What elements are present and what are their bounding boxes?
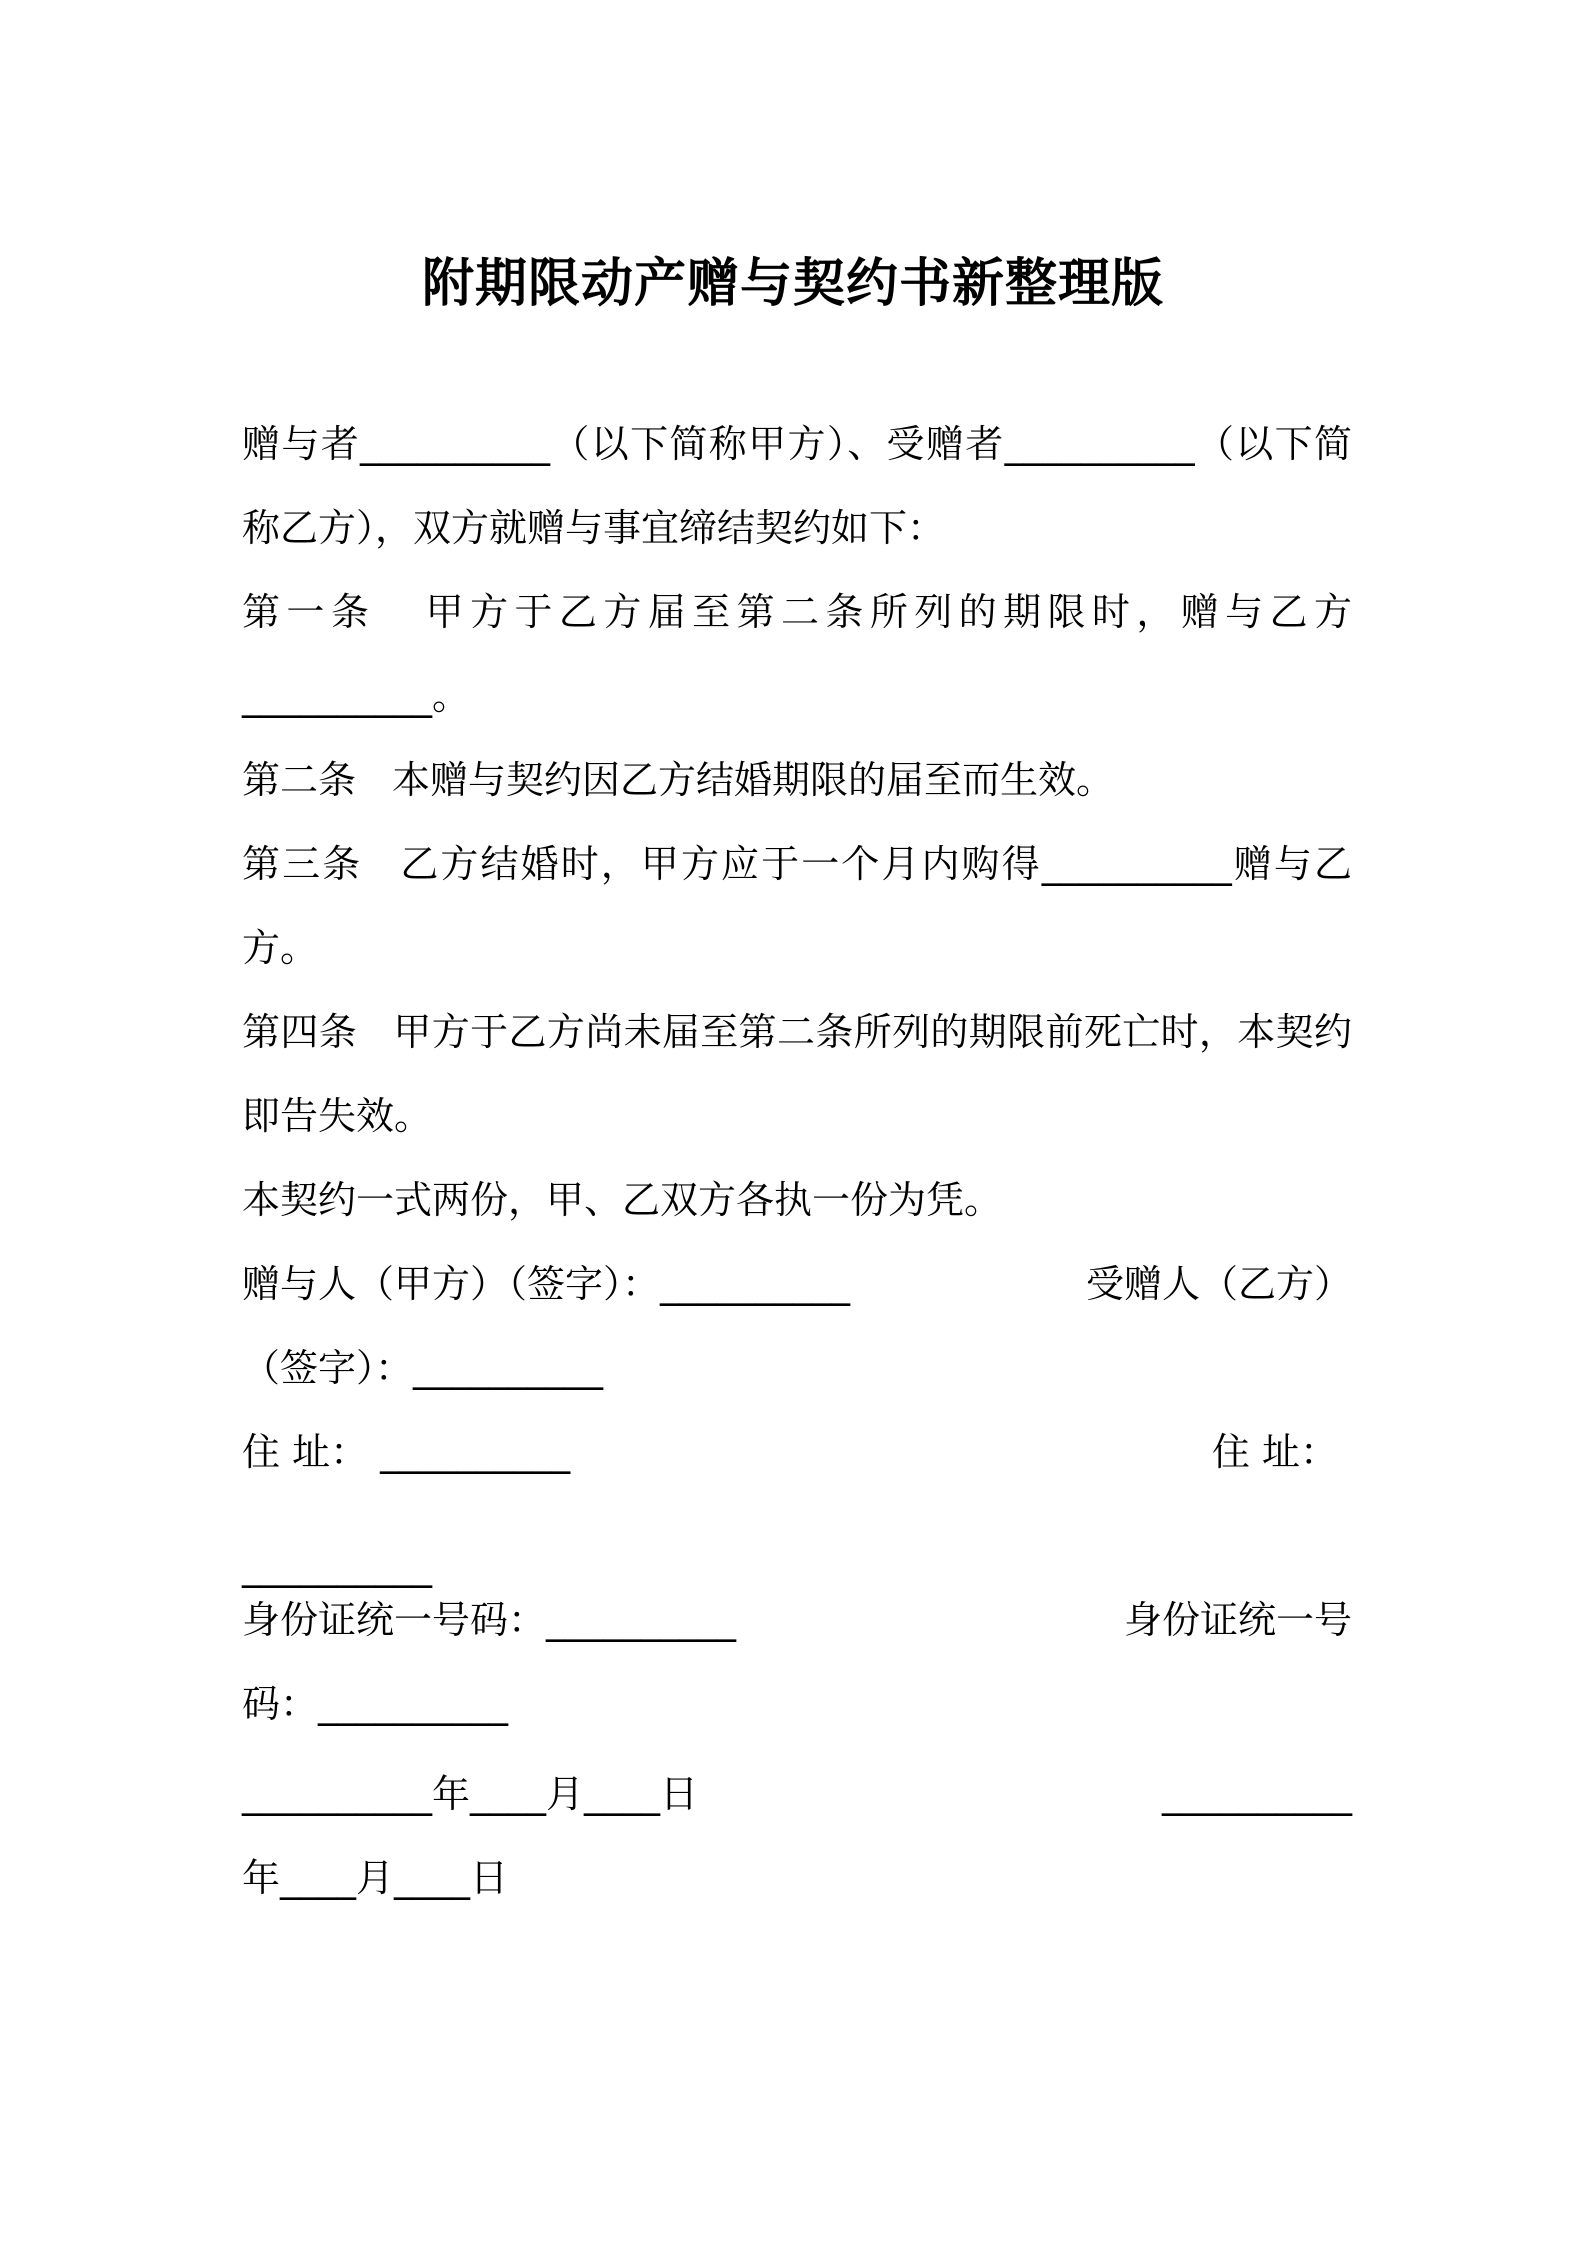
address-row-cont bbox=[242, 1494, 1352, 1588]
signature-row bbox=[242, 1242, 1352, 1326]
article-label: 第一条 bbox=[242, 590, 376, 634]
article-3 bbox=[242, 822, 1352, 990]
document-title: 附期限动产赠与契约书新整理版 bbox=[421, 254, 1164, 314]
donee-date-blank: __________ bbox=[1162, 1772, 1352, 1816]
id-row bbox=[242, 1578, 1352, 1662]
donee-address-label: 住 址： bbox=[1211, 1430, 1338, 1474]
article-text: 甲方于乙方尚未届至第二条所列的期限前死亡时，本契约即告失效。 bbox=[242, 1010, 1352, 1138]
article-label: 第三条 bbox=[242, 842, 363, 886]
signature-row-cont bbox=[242, 1326, 1352, 1410]
intro-paragraph: 赠与者__________（以下简称甲方）、受赠者__________（以下简称乙方），双方就赠与事宜缔结契约如下： bbox=[242, 422, 1352, 550]
article-1 bbox=[242, 570, 1352, 738]
donee-id-label: 身份证统一号 bbox=[1123, 1598, 1352, 1642]
article-text: 乙方结婚时，甲方应于一个月内购得__________赠与乙方。 bbox=[242, 842, 1352, 970]
copies-paragraph: 本契约一式两份，甲、乙双方各执一份为凭。 bbox=[242, 1178, 1003, 1222]
id-row-cont bbox=[242, 1662, 1352, 1746]
date-row bbox=[242, 1752, 1352, 1836]
donee-signature-label: 受赠人（乙方） bbox=[1085, 1262, 1352, 1306]
address-row bbox=[242, 1410, 1352, 1494]
article-text: 甲方于乙方届至第二条所列的期限时，赠与乙方__________。 bbox=[242, 590, 1352, 718]
article-4 bbox=[242, 990, 1352, 1158]
donee-date: 年____月____日 bbox=[242, 1856, 509, 1900]
donor-address: 住 址： __________ bbox=[242, 1430, 571, 1474]
article-label: 第二条 bbox=[242, 758, 357, 802]
donor-signature: 赠与人（甲方）（签字）：__________ bbox=[242, 1262, 851, 1306]
date-row-cont bbox=[242, 1836, 1352, 1920]
donee-id-field: 码：__________ bbox=[242, 1682, 509, 1726]
article-text: 本赠与契约因乙方结婚期限的届至而生效。 bbox=[392, 758, 1115, 802]
document-body bbox=[242, 402, 1352, 1920]
article-label: 第四条 bbox=[242, 1010, 358, 1054]
donee-signature-field: （签字）：__________ bbox=[242, 1346, 604, 1390]
donee-address-field: __________ bbox=[242, 1544, 432, 1588]
donor-date: __________年____月____日 bbox=[242, 1772, 699, 1816]
article-2 bbox=[242, 738, 1352, 822]
donor-id-number: 身份证统一号码：__________ bbox=[242, 1598, 737, 1642]
